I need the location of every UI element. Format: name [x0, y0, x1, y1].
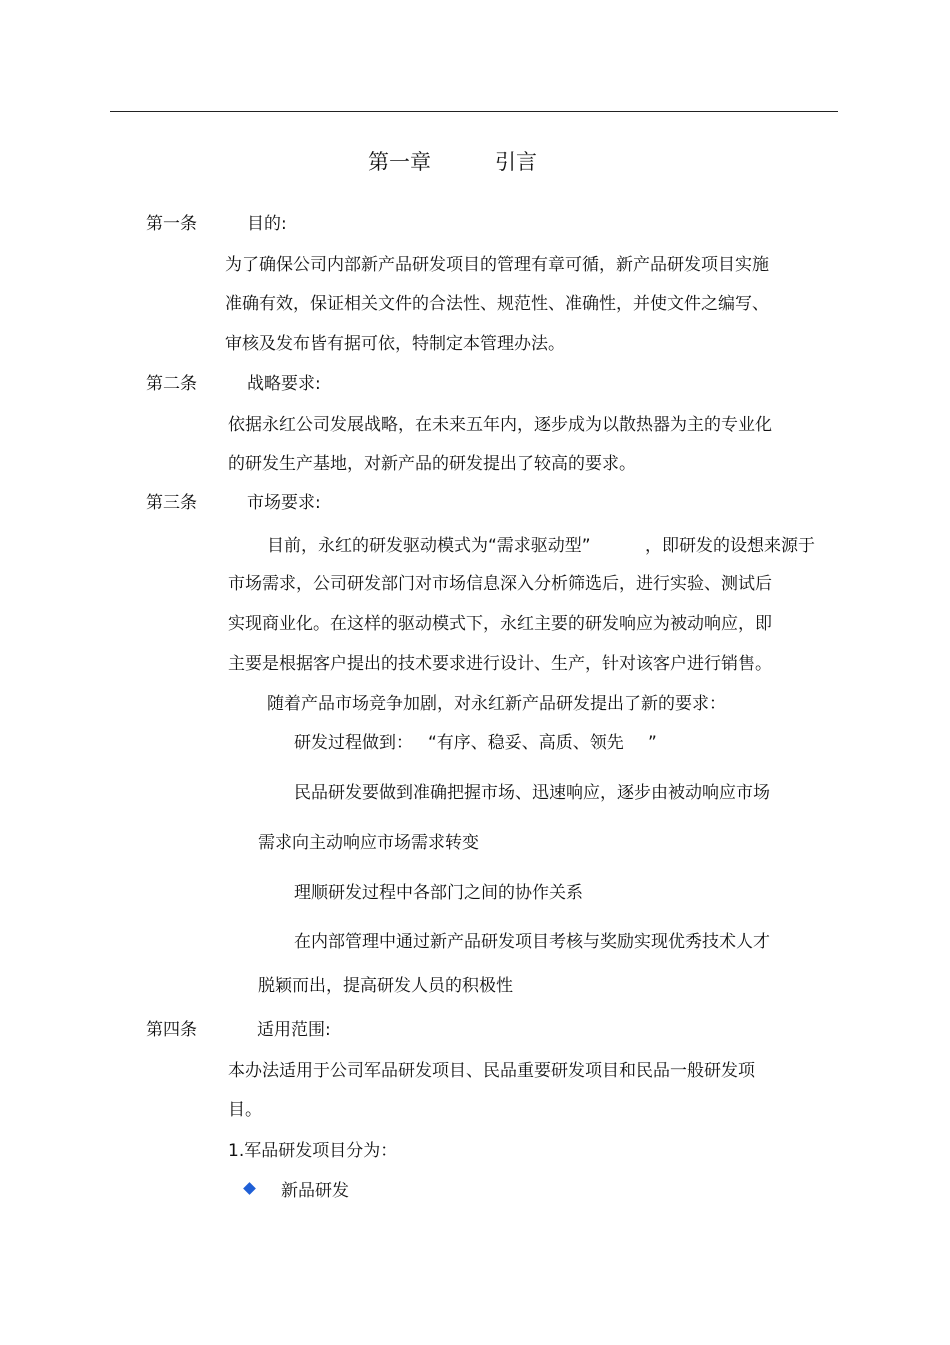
market-line: 实现商业化。在这样的驱动模式下，永红主要的研发响应为被动响应，即	[228, 614, 772, 634]
requirement-1-value: “有序、稳妥、高质、领先	[428, 733, 624, 753]
requirement-2: 民品研发要做到准确把握市场、迅速响应，逐步由被动响应市场	[294, 783, 770, 803]
article-4-label: 第四条	[146, 1020, 197, 1040]
purpose-line: 为了确保公司内部新产品研发项目的管理有章可循，新产品研发项目实施	[225, 255, 769, 275]
bullet-item: 新品研发	[281, 1181, 349, 1201]
article-2-heading: 战略要求:	[247, 374, 321, 394]
article-1-label: 第一条	[146, 214, 197, 234]
market-intro: 随着产品市场竞争加剧，对永红新产品研发提出了新的要求：	[267, 694, 726, 714]
market-line: 目前，永红的研发驱动模式为“需求驱动型”	[267, 536, 591, 556]
article-4-heading: 适用范围:	[257, 1020, 331, 1040]
strategy-line: 依据永红公司发展战略，在未来五年内，逐步成为以散热器为主的专业化	[228, 415, 772, 435]
requirement-3: 理顺研发过程中各部门之间的协作关系	[294, 883, 583, 903]
purpose-line: 准确有效，保证相关文件的合法性、规范性、准确性，并使文件之编写、	[225, 294, 769, 314]
scope-item-1: 1.军品研发项目分为：	[228, 1141, 398, 1161]
article-2-label: 第二条	[146, 374, 197, 394]
chapter-name: 引言	[495, 150, 537, 174]
article-1-heading: 目的:	[247, 214, 287, 234]
market-line: ，即研发的设想来源于	[645, 536, 815, 556]
article-3-heading: 市场要求:	[247, 493, 321, 513]
market-line: 市场需求，公司研发部门对市场信息深入分析筛选后，进行实验、测试后	[228, 574, 772, 594]
market-line: 主要是根据客户提出的技术要求进行设计、生产，针对该客户进行销售。	[228, 654, 772, 674]
blue-diamond-icon	[243, 1182, 256, 1195]
scope-line: 目。	[228, 1100, 262, 1120]
article-3-label: 第三条	[146, 493, 197, 513]
requirement-1-label: 研发过程做到：	[294, 733, 413, 753]
requirement-2: 需求向主动响应市场需求转变	[258, 833, 479, 853]
purpose-line: 审核及发布皆有据可依，特制定本管理办法。	[225, 334, 565, 354]
header-rule	[110, 111, 838, 112]
scope-line: 本办法适用于公司军品研发项目、民品重要研发项目和民品一般研发项	[228, 1061, 755, 1081]
requirement-4: 在内部管理中通过新产品研发项目考核与奖励实现优秀技术人才	[294, 932, 770, 952]
requirement-1-close: ”	[648, 733, 657, 753]
requirement-4: 脱颖而出，提高研发人员的积极性	[258, 976, 513, 996]
chapter-number: 第一章	[368, 150, 431, 174]
strategy-line: 的研发生产基地，对新产品的研发提出了较高的要求。	[228, 454, 636, 474]
